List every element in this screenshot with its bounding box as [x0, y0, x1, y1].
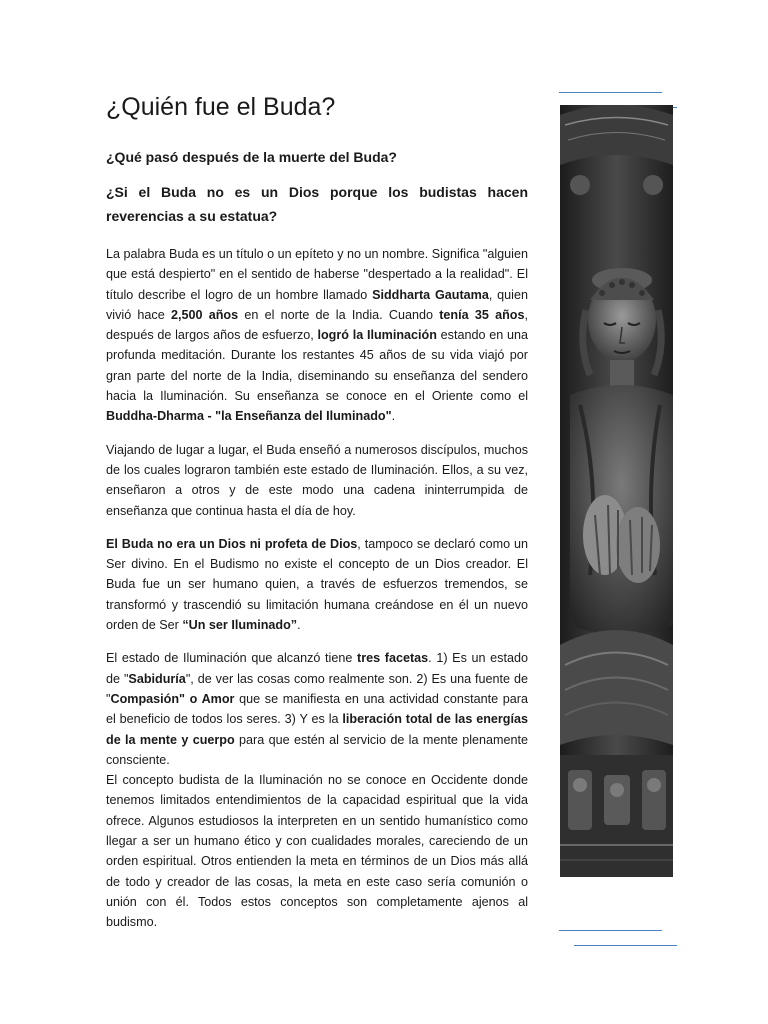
bold-run: tres facetas	[357, 651, 429, 666]
text-column	[106, 92, 528, 946]
text-run: , quien vivió hace	[106, 287, 528, 322]
page-title: ¿Quién fue el Buda?	[106, 93, 336, 121]
bold-run: “Un ser Iluminado”	[182, 618, 298, 633]
decorative-line-top-1	[559, 92, 662, 93]
bold-run: liberación total de las energías de la mente y cuerpo	[106, 712, 528, 747]
bold-run: Siddharta Gautama	[372, 287, 489, 302]
bold-run: Sabiduría	[128, 671, 186, 686]
bold-run: Compasión" o Amor	[110, 691, 235, 706]
text-run: estando en una profunda meditación. Durante los restantes 45 años de su vida viajó por gran parte del norte de la India, diseminando su enseñanza del sendero hacia la Iluminación. Su enseñanza se conoce en el Oriente como el	[106, 328, 528, 404]
text-run: El estado de Iluminación que alcanzó tiene	[106, 651, 357, 666]
bold-run: El Buda no era un Dios ni profeta de Dios	[106, 536, 358, 551]
buddha-statue-image	[560, 105, 673, 877]
paragraph-2: Viajando de lugar a lugar, el Buda enseñó a numerosos discípulos, muchos de los cuales lograron también este estado de Iluminación. Ellos, a su vez, enseñaron a otros y de este modo una cadena ininterrumpida de enseñanza que continua hasta el día de hoy.	[106, 442, 528, 518]
question-heading-1: ¿Qué pasó después de la muerte del Buda?	[106, 149, 397, 165]
buddha-statue-illustration	[560, 105, 673, 877]
text-run: .	[391, 409, 396, 424]
decorative-line-bottom-2	[574, 945, 677, 946]
bold-run: 2,500 años	[170, 307, 239, 322]
bold-run: Buddha-Dharma - "la Enseñanza del Iluminado"	[106, 409, 392, 424]
text-run: para que estén al servicio de la mente plenamente consciente.	[106, 732, 529, 767]
text-run: que se manifiesta en una actividad constante para el beneficio de todos los seres. 3) Y es la	[106, 691, 529, 727]
paragraph-4	[106, 648, 528, 770]
bold-run: logró la Iluminación	[317, 328, 437, 343]
bold-run: tenía 35 años	[439, 307, 525, 322]
text-run: . 1) Es un estado de "	[106, 651, 528, 686]
question-heading-2: ¿Si el Buda no es un Dios porque los budistas hacen reverencias a su estatua?	[106, 184, 528, 224]
paragraph-5: El concepto budista de la Iluminación no se conoce en Occidente donde tenemos limitados entendimientos de la capacidad espiritual que la vida ofrece. Algunos estudiosos la interpreten en un sentido humanístico como llegar a ser un humano ético y con cualidades morales, careciendo de un orden espiritual. Otros entienden la meta en términos de un Dios más allá de todo y creador de las cosas, la meta en este caso sería comunión o unión con él. Todos estos conceptos son completamente ajenos al budismo.	[106, 773, 528, 930]
decorative-line-bottom-1	[559, 930, 662, 931]
text-run: en el norte de la India. Cuando	[238, 307, 440, 322]
text-run: , tampoco se declaró como un Ser divino. En el Budismo no existe el concepto de un Dios creador. El Buda fue un ser humano quien, a través de esfuerzos tremendos, se transformó y trascendió su limitación humana creándose en él un nuevo orden de Ser	[106, 536, 528, 633]
paragraph-1	[106, 244, 528, 427]
paragraph-3	[106, 534, 528, 635]
text-run: ", de ver las cosas como realmente son. 2) Es una fuente de "	[106, 671, 528, 706]
text-run: , después de largos años de esfuerzo,	[106, 307, 528, 343]
text-run: .	[297, 618, 301, 633]
text-run: La palabra Buda es un título o un epíteto y no un nombre. Significa "alguien que está despierto" en el sentido de haberse "despertado a la realidad". El título describe el logro de un hombre llamado	[106, 247, 528, 302]
